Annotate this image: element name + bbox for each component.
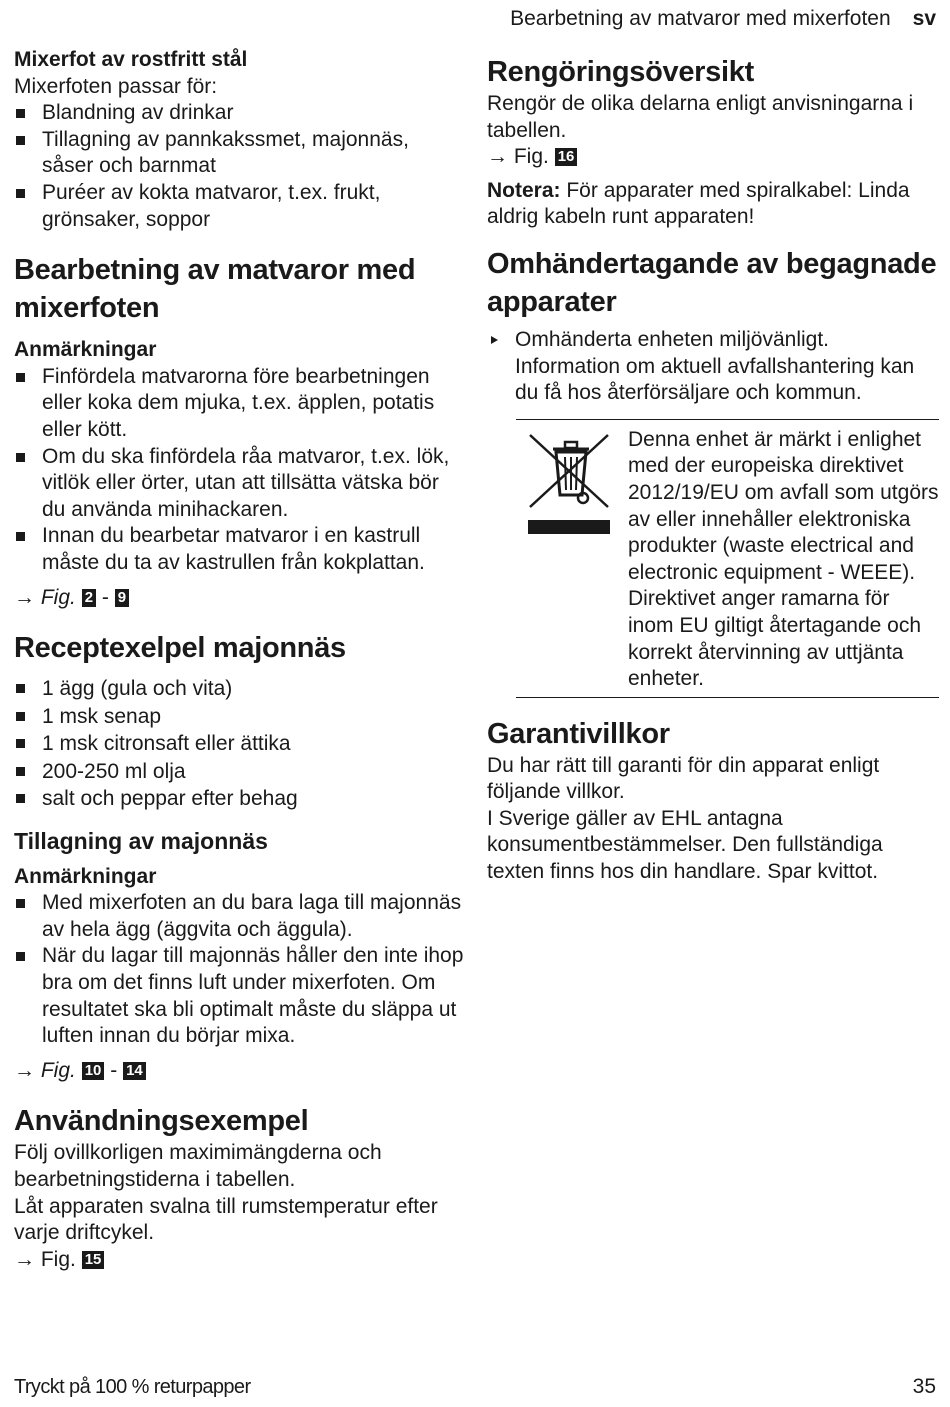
footer-print-note: Tryckt på 100 % returpapper [14, 1376, 251, 1398]
arrow-icon: → [487, 145, 508, 169]
section-heading-omhandertagande: Omhändertagande av begagnade apparater [487, 247, 937, 318]
list-item: salt och peppar efter behag [14, 785, 466, 813]
figure-reference [14, 585, 466, 612]
figure-number: 10 [82, 1062, 105, 1080]
arrow-icon: → [14, 585, 35, 609]
list-item: Tillagning av pannkakssmet, majonnäs, såser och barnmat [14, 127, 466, 180]
header-title: Bearbetning av matvaror med mixerfoten [510, 7, 891, 30]
section-heading-rengoring: Rengöringsöversikt [487, 56, 754, 88]
weee-crossed-bin-icon [516, 427, 628, 545]
arrow-icon: → [14, 1058, 35, 1082]
section-heading-bearbetning: Bearbetning av matvaror med mixerfoten [14, 254, 416, 325]
section-heading-garanti: Garantivillkor [487, 717, 670, 750]
list-item: När du lagar till majonnäs håller den inte ihop bra om det finns luft under mixerfoten. Om resultatet ska bli optimalt måste du släppa ut luften innan du börjar mixa. [14, 943, 466, 1049]
tillagning-notes-list [14, 890, 466, 1050]
mixerfot-intro: Mixerfoten passar för: [14, 74, 218, 98]
weee-notice [516, 419, 939, 698]
fig-label: Fig. [40, 1058, 76, 1082]
note-text: För apparater med spiralkabel: Linda aldrig kabeln runt apparaten! [487, 178, 910, 229]
fig-label: Fig. [513, 145, 549, 169]
weee-paragraph: Direktivet anger ramarna för inom EU giltigt återtagande och korrekt återvinning av uttjänta enheter. [628, 587, 922, 691]
list-item: 200-250 ml olja [14, 758, 466, 786]
note-paragraph [487, 178, 939, 231]
action-step: Omhänderta enheten miljövänligt. [487, 327, 939, 354]
list-item: Finfördela matvarorna före bearbetningen eller koka dem mjuka, t.ex. äpplen, potatis eller kött. [14, 364, 466, 444]
list-item: 1 ägg (gula och vita) [14, 675, 466, 703]
figure-number: 9 [115, 589, 129, 607]
section-heading-mixerfot: Mixerfot av rostfritt stål [14, 48, 248, 71]
garanti-paragraph: I Sverige gäller av EHL antagna konsumentbestämmelser. Den fullständiga texten finns hos din handlare. Spar kvittot. [487, 806, 883, 884]
list-item: 1 msk senap [14, 703, 466, 731]
fig-label: Fig. [40, 1247, 76, 1271]
left-column [14, 47, 466, 1273]
language-code: sv [912, 7, 936, 30]
section-heading-tillagning: Tillagning av majonnäs [14, 827, 268, 854]
garanti-paragraph: Du har rätt till garanti för din apparat enligt följande villkor. [487, 753, 880, 804]
right-column [487, 53, 939, 886]
fig-label: Fig. [40, 585, 76, 609]
weee-text [628, 427, 939, 693]
weee-paragraph: Denna enhet är märkt i enlighet med der europeiska direktivet 2012/19/EU om avfall som utgörs av eller innehåller elektroniska produkter (waste electrical and electronic equipment - WEEE). [628, 427, 939, 584]
list-item: Blandning av drinkar [14, 100, 466, 127]
list-item: Med mixerfoten an du bara laga till majonnäs av hela ägg (äggvita och äggula). [14, 890, 466, 943]
figure-reference [14, 1058, 466, 1085]
page-number: 35 [912, 1375, 936, 1398]
figure-reference [14, 1247, 466, 1274]
bearbetning-notes-list [14, 364, 466, 577]
figure-reference [487, 144, 939, 171]
list-item: Innan du bearbetar matvaror i en kastrull måste du ta av kastrullen från kokplattan. [14, 523, 466, 576]
range-dash: - [110, 1058, 118, 1082]
anvandning-paragraph: Låt apparaten svalna till rumstemperatur efter varje driftcykel. [14, 1194, 438, 1245]
subheading-anmarkningar: Anmärkningar [14, 864, 157, 888]
ingredients-list [14, 675, 466, 813]
rengoring-paragraph: Rengör de olika delarna enligt anvisningarna i tabellen. [487, 92, 914, 142]
disposal-info: Information om aktuell avfallshantering kan du få hos återförsäljare och kommun. [515, 354, 915, 405]
section-heading-anvandning: Användningsexempel [14, 1105, 309, 1138]
figure-number: 14 [123, 1062, 146, 1080]
figure-number: 16 [555, 148, 578, 166]
note-label: Notera: [487, 178, 561, 202]
arrow-icon: → [14, 1247, 35, 1271]
list-item: 1 msk citronsaft eller ättika [14, 730, 466, 758]
section-heading-recept: Receptexelpel majonnäs [14, 632, 346, 665]
range-dash: - [101, 585, 109, 609]
page-header [510, 6, 936, 33]
list-item: Om du ska finfördela råa matvaror, t.ex. lök, vitlök eller örter, utan att tillsätta vätska bör du använda minihackaren. [14, 444, 466, 524]
subheading-anmarkningar: Anmärkningar [14, 338, 157, 362]
anvandning-paragraph: Följ ovillkorligen maximimängderna och bearbetningstiderna i tabellen. [14, 1141, 382, 1191]
mixerfot-uses-list [14, 100, 466, 233]
list-item: Puréer av kokta matvaror, t.ex. frukt, grönsaker, soppor [14, 180, 466, 233]
figure-number: 2 [82, 589, 96, 607]
figure-number: 15 [82, 1251, 105, 1269]
